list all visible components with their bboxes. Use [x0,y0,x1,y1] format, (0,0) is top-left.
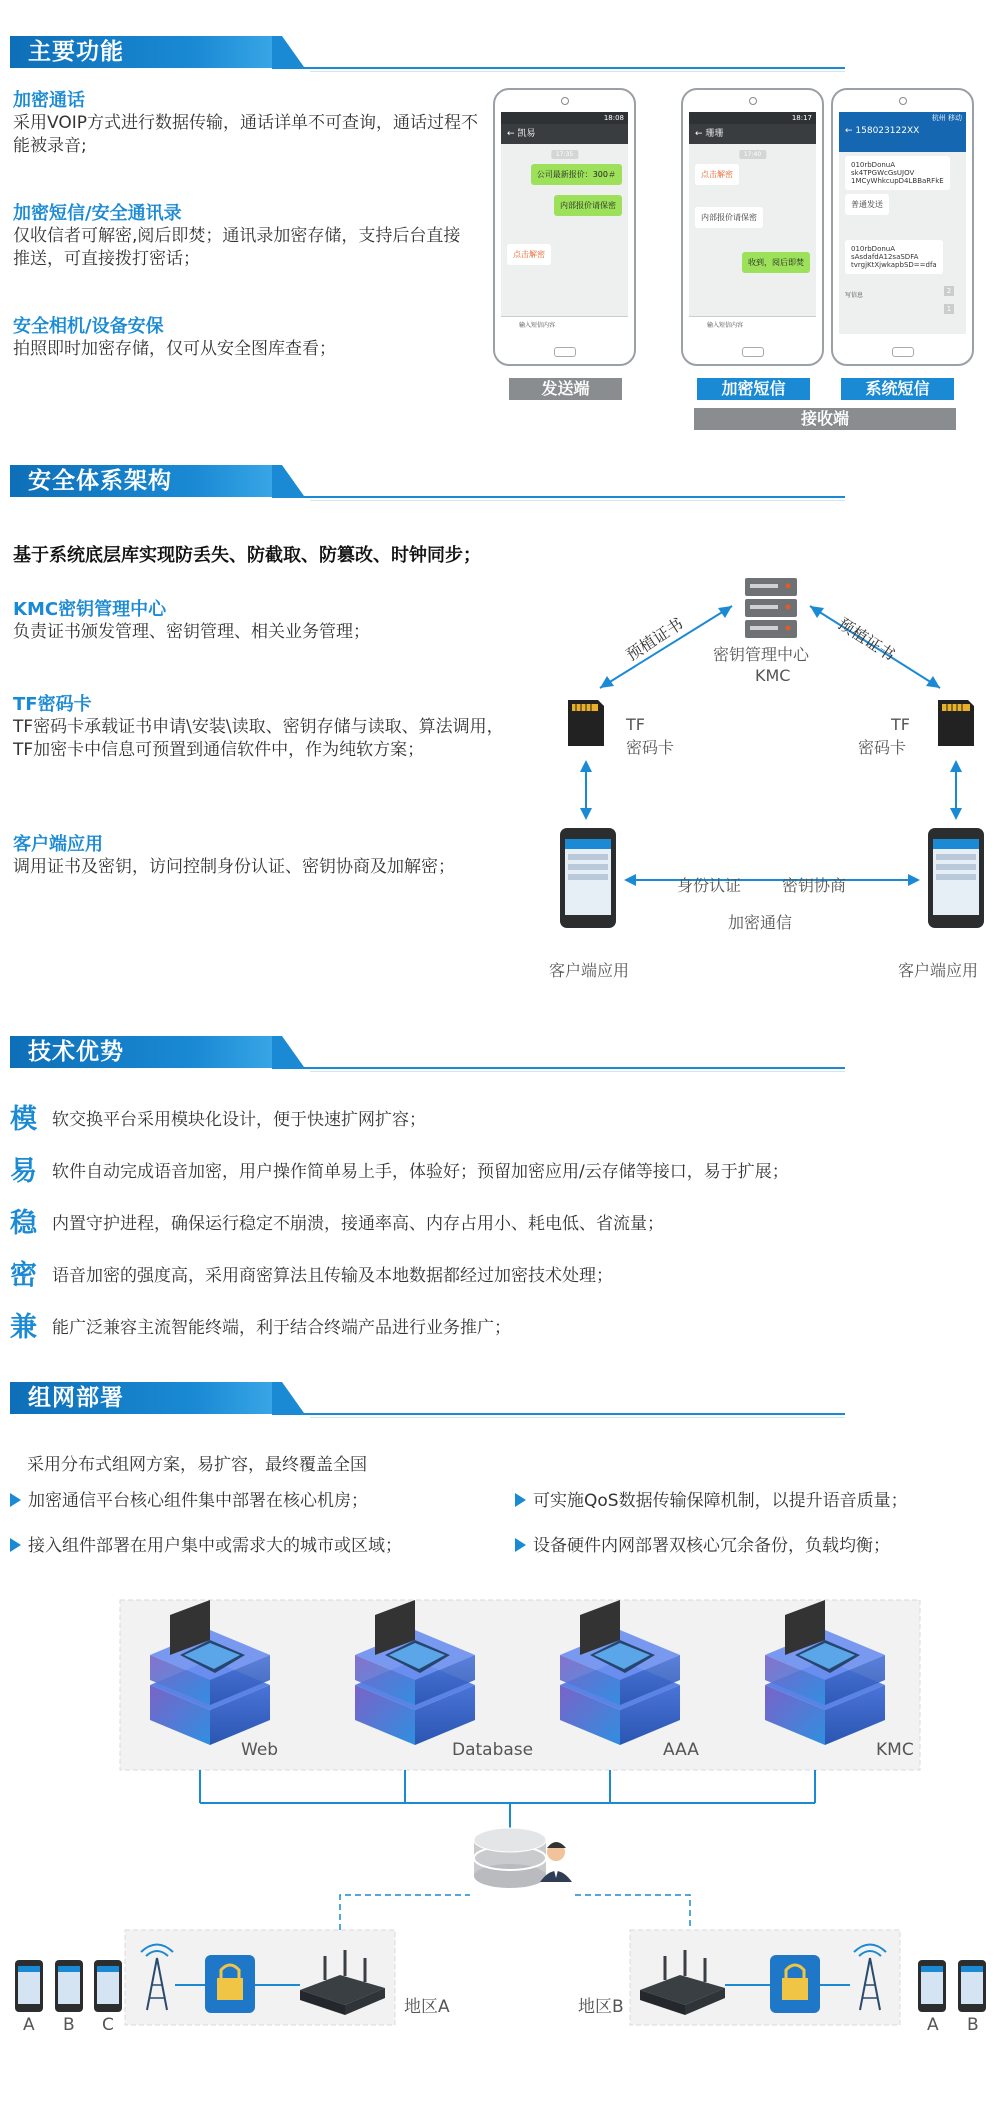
section-header-security-architecture [10,465,845,501]
phone-screen: 杭州 移动 ← 158023122XX 010rbDonuA sk4TPGWcGsUJOV 1MCyWhkcupD4LBBaRFkE 普通发送 010rbDonuA sAsdafdA12saSDFA tvrgjKtXjwkapbSD==dfa 写信息 2 1 [839,112,966,334]
decrypt-bubble[interactable]: 点击解密 [695,164,739,185]
triangle-bullet-icon [515,1493,526,1507]
header-tail-decoration [272,36,312,72]
server-label: Database [452,1740,534,1760]
arch-item [13,595,503,644]
feature-list-item [13,199,463,271]
advantage-text: 软件自动完成语音加密，用户操作简单易上手，体验好；预留加密应用/云存储等接口，易于扩展； [52,1162,789,1182]
advantage-char: 密 [10,1260,37,1291]
arch-item [13,690,518,762]
security-lock-icon [205,1955,255,2013]
feature-title: 加密通话 [13,90,85,111]
triangle-bullet-icon [10,1538,21,1552]
advantage-text: 能广泛兼容主流智能终端，利于结合终端产品进行业务推广； [52,1318,511,1338]
arch-headline: 基于系统底层库实现防丢失、防截取、防篡改、时钟同步； [13,545,481,566]
arch-item-text: 负责证书颁发管理、密钥管理、相关业务管理； [13,622,370,642]
header-rule [310,67,845,69]
tf-label: 密码卡 [858,738,907,757]
advantage-char: 模 [10,1104,37,1135]
user-phone-icon [958,1960,986,2012]
ciphertext-bubble: 010rbDonuA sAsdafdA12saSDFA tvrgjKtXjwkapbSD==dfa [845,240,943,274]
server-icon [745,578,797,638]
server-label: Web [241,1740,279,1760]
network-bullet: 加密通信平台核心组件集中部署在核心机房； [10,1488,368,1514]
sim-badge: 2 [944,286,954,296]
network-bullet: 接入组件部署在用户集中或需求大的城市或区域； [10,1533,402,1559]
advantage-char: 易 [10,1156,37,1187]
database-icon [474,1828,546,1888]
message-bubble: 公司最新报价：300＃ [531,164,622,185]
network-bullet: 设备硬件内网部署双核心冗余备份，负载均衡； [515,1533,890,1559]
message-input[interactable]: 输入短信内容 [501,316,628,334]
encrypted-comm-label: 加密通信 [728,913,793,932]
phone-screen: 18:17 ← 珊珊 17:40 点击解密 内部报价请保密 收到，阅后即焚 输入短信内容 [689,112,816,334]
region-label: 地区A [404,1997,450,2017]
message-bubble: 收到，阅后即焚 [742,252,810,273]
user-label: C [102,2015,114,2035]
arch-item-text: TF密码卡承载证书申请\安装\读取、密钥存储与读取、算法调用，TF加密卡中信息可预置到通信软件中，作为纯软方案； [13,717,504,760]
auth-label: 身份认证 [677,876,742,895]
arch-item-text: 调用证书及密钥，访问控制身份认证、密钥协商及加解密； [13,857,455,877]
section-header-main-functions [10,36,845,72]
user-label: B [967,2015,979,2035]
tf-card-icon [938,700,974,746]
user-phone-icon [918,1960,946,2012]
advantage-text: 语音加密的强度高，采用商密算法且传输及本地数据都经过加密技术处理； [52,1266,613,1286]
network-diagram [0,1590,1000,2060]
label-sender: 发送端 [509,378,622,400]
user-label: A [23,2015,35,2035]
receiver-phone-encrypted [681,88,824,366]
user-phone-icon [94,1960,122,2012]
advantage-char: 兼 [10,1312,37,1343]
triangle-bullet-icon [515,1538,526,1552]
feature-text: 仅收信者可解密,阅后即焚；通讯录加密存储，支持后台直接推送，可直接拨打密话； [13,226,461,269]
kmc-label: KMC [755,666,791,685]
server-label: AAA [663,1740,699,1760]
sim-badge: 1 [944,304,954,314]
sender-phone [493,88,636,366]
label-system-sms: 系统短信 [841,378,954,400]
message-input[interactable]: 输入短信内容 [689,316,816,334]
client-label: 客户端应用 [898,961,979,980]
advantage-text: 内置守护进程，确保运行稳定不崩溃，接通率高、内存占用小、耗电低、省流量； [52,1214,664,1234]
section-header-tech-advantages [10,1036,845,1072]
arch-item-title: TF密码卡 [13,694,92,715]
negotiation-label: 密钥协商 [782,876,847,895]
feature-list-item [13,312,483,361]
label-encrypted-sms: 加密短信 [697,378,810,400]
tf-label: TF [626,715,645,734]
preset-cert-label: 预植证书 [834,613,899,665]
kmc-label: 密钥管理中心 [713,645,810,664]
user-label: A [927,2015,939,2035]
home-button [892,347,914,357]
phone-screen: 18:08 ← 凯易 17:35 公司最新报价：300＃ 内部报价请保密 点击解密 输入短信内容 [501,112,628,334]
user-label: B [63,2015,75,2035]
tf-card-icon [568,700,604,746]
feature-list [13,86,483,158]
message-bubble: 内部报价请保密 [695,207,763,228]
network-bullet: 可实施QoS数据传输保障机制，以提升语音质量； [515,1488,908,1514]
arch-item-title: 客户端应用 [13,834,103,855]
client-phone-icon [928,828,984,928]
region-label: 地区B [578,1997,624,2017]
feature-title: 加密短信/安全通讯录 [13,203,182,224]
client-phone-icon [560,828,616,928]
security-lock-icon [770,1955,820,2013]
preset-cert-label: 预植证书 [622,613,687,665]
arch-item-title: KMC密钥管理中心 [13,599,167,620]
feature-title: 安全相机/设备安保 [13,316,164,337]
feature-text: 采用VOIP方式进行数据传输，通话详单不可查询，通话过程不能被录音; [13,113,478,156]
section-title: 技术优势 [10,1036,275,1068]
user-phone-icon [15,1960,43,2012]
user-phone-icon [55,1960,83,2012]
section-header-network-deployment [10,1382,845,1418]
arch-item [13,830,503,879]
label-receiver: 接收端 [694,408,956,430]
home-button [554,347,576,357]
server-label: KMC [876,1740,914,1760]
message-bubble: 内部报价请保密 [554,195,622,216]
client-label: 客户端应用 [549,961,630,980]
advantage-text: 软交换平台采用模块化设计，便于快速扩网扩容； [52,1110,426,1130]
decrypt-bubble[interactable]: 点击解密 [507,244,551,265]
section-title: 组网部署 [10,1382,275,1414]
triangle-bullet-icon [10,1493,21,1507]
tf-label: TF [891,715,910,734]
message-bubble: 普通发送 [845,194,889,215]
network-intro: 采用分布式组网方案，易扩容，最终覆盖全国 [27,1455,367,1475]
ciphertext-bubble: 010rbDonuA sk4TPGWcGsUJOV 1MCyWhkcupD4LBBaRFkE [845,156,950,190]
home-button [742,347,764,357]
section-title: 安全体系架构 [10,465,275,497]
advantage-char: 稳 [10,1208,37,1239]
tf-label: 密码卡 [626,738,675,757]
section-title: 主要功能 [10,36,275,68]
feature-text: 拍照即时加密存储，仅可从安全图库查看； [13,339,336,359]
receiver-phone-system [831,88,974,366]
